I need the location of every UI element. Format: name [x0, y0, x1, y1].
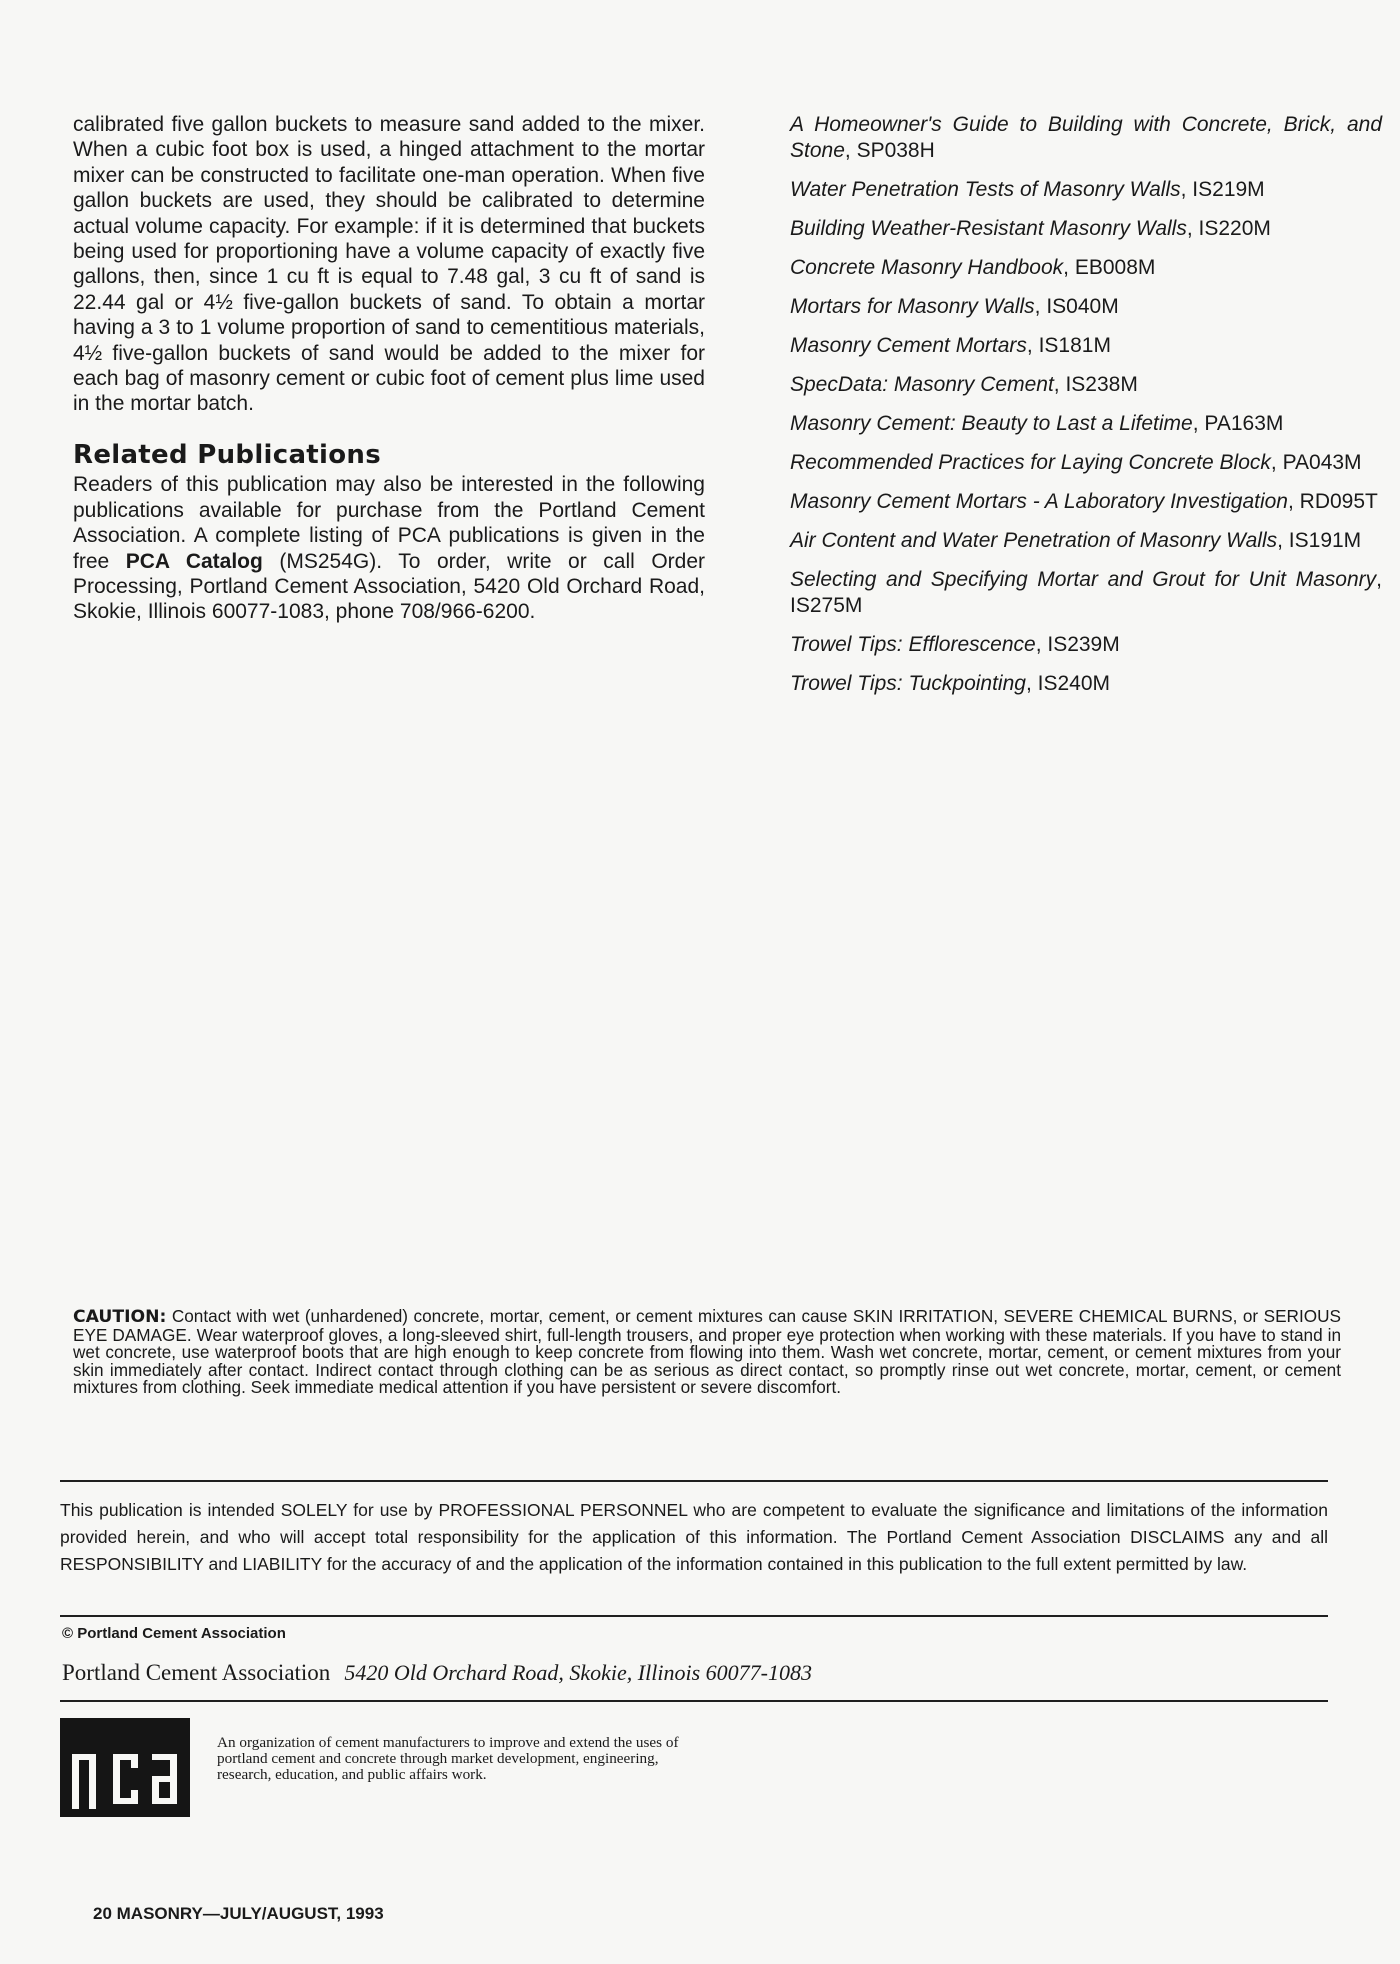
publication-item: A Homeowner's Guide to Building with Concrete, Brick, and Stone, SP038H	[790, 113, 1382, 162]
publication-item: Masonry Cement Mortars, IS181M	[790, 334, 1111, 357]
publication-code: IS240M	[1037, 672, 1110, 695]
publication-item: SpecData: Masonry Cement, IS238M	[790, 373, 1138, 396]
divider	[60, 1615, 1328, 1617]
publication-title: Masonry Cement: Beauty to Last a Lifetime	[790, 412, 1193, 435]
publication-code: IS181M	[1038, 334, 1111, 357]
publication-title: Mortars for Masonry Walls	[790, 295, 1035, 318]
publication-title: SpecData: Masonry Cement	[790, 373, 1054, 396]
publication-item: Water Penetration Tests of Masonry Walls, IS219M	[790, 178, 1265, 201]
publication-code: IS275M	[790, 594, 863, 617]
divider	[60, 1700, 1328, 1702]
publication-code: RD095T	[1299, 490, 1378, 513]
publication-code: IS040M	[1046, 295, 1119, 318]
publication-code: IS238M	[1065, 373, 1138, 396]
publication-title: Water Penetration Tests of Masonry Walls	[790, 178, 1181, 201]
publication-code: PA043M	[1282, 451, 1362, 474]
address-org: Portland Cement Association	[62, 1660, 331, 1685]
publication-code: IS219M	[1192, 178, 1265, 201]
intro-paragraph: calibrated five gallon buckets to measure sand added to the mixer. When a cubic foot box is used, a hinged attachment to the mortar mixer can be constructed to facilitate one-man operation. When five gallon buckets are used, they should be calibrated to determine actual volume capacity. For example: if it is determined that buckets being used for proportioning have a volume capacity of exactly five gallons, then, since 1 cu ft is equal to 7.48 gal, 3 cu ft of sand is 22.44 gal or 4½ five-gallon buckets of sand. To obtain a mortar having a 3 to 1 volume proportion of sand to cementitious materials, 4½ five-gallon buckets of sand would be added to the mixer for each bag of masonry cement or cubic foot of cement plus lime used in the mortar batch.	[73, 113, 705, 416]
publication-item: Building Weather-Resistant Masonry Walls, IS220M	[790, 217, 1271, 240]
address-location: 5420 Old Orchard Road, Skokie, Illinois 60077-1083	[344, 1660, 812, 1685]
publication-title: Trowel Tips: Efflorescence	[790, 633, 1036, 656]
publication-code: IS220M	[1198, 217, 1271, 240]
caution-label: CAUTION:	[73, 1307, 167, 1327]
publications-list	[790, 112, 1382, 710]
publication-title: Concrete Masonry Handbook	[790, 256, 1064, 279]
publication-code: SP038H	[856, 139, 935, 162]
publication-item: Selecting and Specifying Mortar and Grout for Unit Masonry, IS275M	[790, 568, 1382, 617]
publication-item: Air Content and Water Penetration of Masonry Walls, IS191M	[790, 529, 1362, 552]
publication-title: Masonry Cement Mortars	[790, 334, 1027, 357]
caution-text: Contact with wet (unhardened) concrete, mortar, cement, or cement mixtures can cause SKIN IRRITATION, SEVERE CHEMICAL BURNS, or SERIOUS EYE DAMAGE. Wear waterproof gloves, a long-sleeved shirt, full-length trousers, and proper eye protection when working with these materials. If you have to stand in wet concrete, use waterproof boots that are high enough to keep concrete from flowing into them. Wash wet concrete, mortar, cement, or cement mixtures from your skin immediately after contact. Indirect contact through clothing can be as serious as direct contact, so promptly rinse out wet concrete, mortar, cement, or cement mixtures from clothing. Seek immediate medical attention if you have persistent or severe discomfort.	[73, 1306, 1341, 1398]
related-text-before: Readers of this publication may also be interested in the following publications available for purchase from the Portland Cement Association. A complete listing of PCA publications is given in the free	[73, 473, 705, 573]
copyright: © Portland Cement Association	[62, 1625, 286, 1642]
publication-code: EB008M	[1074, 256, 1156, 279]
org-description: An organization of cement manufacturers to improve and extend the uses of portland cement and concrete through market development, engineering, research, education, and public affairs work.	[217, 1734, 679, 1783]
related-text-after: (MS254G). To order, write or call Order Processing, Portland Cement Association, 5420 Old Orchard Road, Skokie, Illinois 60077-1083, phone 708/966-6200.	[73, 549, 705, 624]
address-line	[62, 1660, 812, 1686]
publication-code: IS191M	[1288, 529, 1362, 552]
page-footer: 20 MASONRY—JULY/AUGUST, 1993	[93, 1904, 384, 1923]
publication-title: Trowel Tips: Tuckpointing	[790, 672, 1026, 695]
publication-title: Building Weather-Resistant Masonry Walls	[790, 217, 1187, 240]
publication-item: Trowel Tips: Tuckpointing, IS240M	[790, 672, 1110, 695]
left-column	[73, 112, 705, 625]
publication-title: Recommended Practices for Laying Concrete Block	[790, 451, 1271, 474]
pca-logo	[60, 1718, 190, 1817]
caution-notice	[73, 1308, 1341, 1397]
publication-item: Recommended Practices for Laying Concrete Block, PA043M	[790, 451, 1362, 474]
pca-catalog-label: PCA Catalog	[125, 549, 263, 573]
publication-item: Masonry Cement: Beauty to Last a Lifetime, PA163M	[790, 412, 1284, 435]
disclaimer: This publication is intended SOLELY for use by PROFESSIONAL PERSONNEL who are competent to evaluate the significance and limitations of the information provided herein, and who will accept total responsibility for the application of this information. The Portland Cement Association DISCLAIMS any and all RESPONSIBILITY and LIABILITY for the accuracy of and the application of the information contained in this publication to the full extent permitted by law.	[60, 1500, 1328, 1574]
publication-item: Concrete Masonry Handbook, EB008M	[790, 256, 1156, 279]
publication-title: A Homeowner's Guide to Building with Concrete, Brick, and Stone	[790, 113, 1382, 162]
related-publications-heading: Related Publications	[73, 439, 381, 470]
publication-code: PA163M	[1204, 412, 1284, 435]
publication-title: Selecting and Specifying Mortar and Grout for Unit Masonry	[790, 568, 1377, 591]
publication-item: Masonry Cement Mortars - A Laboratory Investigation, RD095T	[790, 490, 1378, 513]
divider	[60, 1480, 1328, 1482]
publication-title: Masonry Cement Mortars - A Laboratory Investigation	[790, 490, 1288, 513]
related-publications-paragraph	[73, 472, 705, 624]
publication-item: Mortars for Masonry Walls, IS040M	[790, 295, 1119, 318]
publication-title: Air Content and Water Penetration of Masonry Walls	[790, 529, 1278, 552]
publication-item: Trowel Tips: Efflorescence, IS239M	[790, 633, 1120, 656]
publication-code: IS239M	[1047, 633, 1120, 656]
